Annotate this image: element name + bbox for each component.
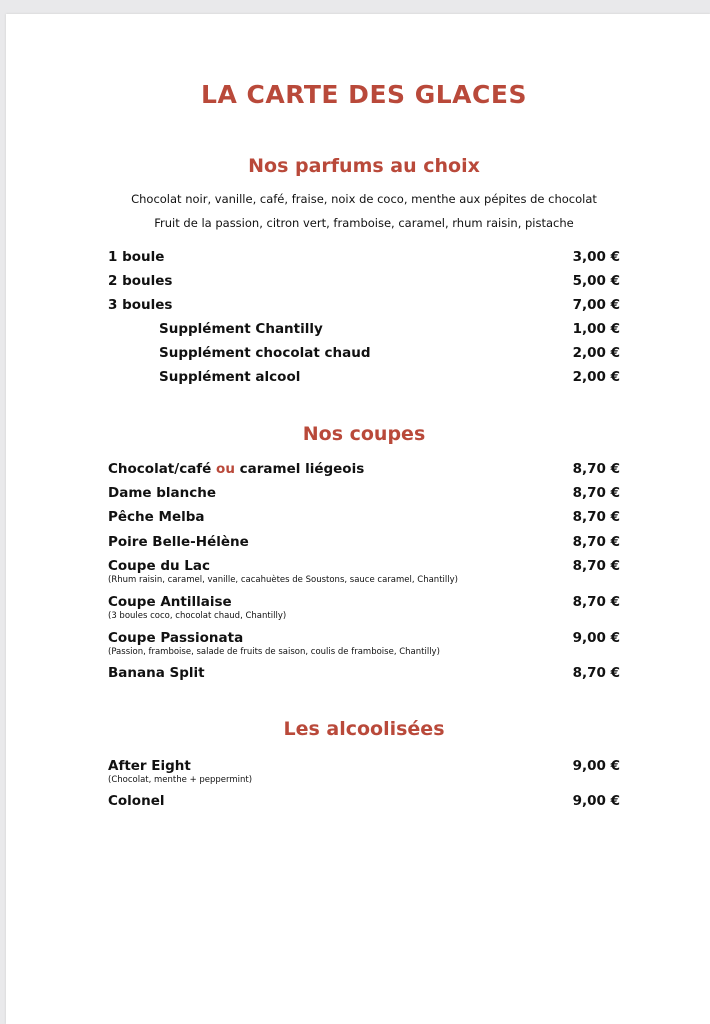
- menu-item: [108, 758, 620, 785]
- flavors-line-2: Fruit de la passion, citron vert, framboise, caramel, rhum raisin, pistache: [154, 216, 574, 230]
- item-name: 3 boules: [108, 297, 173, 313]
- menu-item: [108, 345, 620, 365]
- item-description: (Chocolat, menthe + peppermint): [108, 775, 253, 785]
- item-price: 8,70 €: [572, 509, 620, 525]
- item-price: 1,00 €: [572, 321, 620, 337]
- item-price: 2,00 €: [572, 369, 620, 385]
- item-price: 3,00 €: [572, 249, 620, 265]
- item-name: [108, 461, 364, 477]
- menu-item: [108, 273, 620, 293]
- menu-item: [108, 321, 620, 341]
- or-word: ou: [216, 461, 235, 477]
- item-price: 8,70 €: [572, 558, 620, 574]
- item-description: (Rhum raisin, caramel, vanille, cacahuètes de Soustons, sauce caramel, Chantilly): [108, 575, 458, 585]
- item-name-part: Chocolat/café: [108, 461, 212, 477]
- item-name: After Eight: [108, 758, 191, 774]
- item-name: 1 boule: [108, 249, 165, 265]
- item-name: 2 boules: [108, 273, 173, 289]
- item-description: (3 boules coco, chocolat chaud, Chantilly): [108, 611, 287, 621]
- item-name-part: caramel liégeois: [239, 461, 365, 477]
- section-heading-coupes: Nos coupes: [302, 423, 426, 445]
- menu-item: [108, 509, 620, 529]
- menu-item: [108, 630, 620, 657]
- item-price: 9,00 €: [572, 793, 620, 809]
- item-name: Banana Split: [108, 665, 205, 681]
- item-price: 5,00 €: [572, 273, 620, 289]
- item-name: Supplément Chantilly: [159, 321, 323, 337]
- item-price: 8,70 €: [572, 485, 620, 501]
- item-price: 2,00 €: [572, 345, 620, 361]
- item-name: Coupe Antillaise: [108, 594, 232, 610]
- item-name: Dame blanche: [108, 485, 217, 501]
- item-price: 8,70 €: [572, 461, 620, 477]
- section-heading-alcoolisees: Les alcoolisées: [283, 718, 445, 740]
- item-price: 8,70 €: [572, 665, 620, 681]
- item-name: Poire Belle-Hélène: [108, 534, 249, 550]
- item-name: Coupe du Lac: [108, 558, 211, 574]
- item-price: 8,70 €: [572, 534, 620, 550]
- menu-item: [108, 665, 620, 685]
- menu-item: [108, 485, 620, 505]
- menu-item: [108, 297, 620, 317]
- item-name: Supplément chocolat chaud: [159, 345, 371, 361]
- item-description: (Passion, framboise, salade de fruits de saison, coulis de framboise, Chantilly): [108, 647, 440, 657]
- flavors-line-1: Chocolat noir, vanille, café, fraise, noix de coco, menthe aux pépites de chocolat: [131, 192, 597, 206]
- item-price: 7,00 €: [572, 297, 620, 313]
- menu-item: [108, 793, 620, 813]
- item-name: Pêche Melba: [108, 509, 205, 525]
- item-price: 9,00 €: [572, 758, 620, 774]
- menu-item: [108, 369, 620, 389]
- item-name: Supplément alcool: [159, 369, 301, 385]
- item-price: 9,00 €: [572, 630, 620, 646]
- menu-item: [108, 534, 620, 554]
- item-name: Colonel: [108, 793, 165, 809]
- menu-item: [108, 594, 620, 621]
- page-title: LA CARTE DES GLACES: [201, 80, 527, 109]
- item-name: Coupe Passionata: [108, 630, 244, 646]
- menu-item: [108, 558, 620, 585]
- section-heading-parfums: Nos parfums au choix: [248, 155, 480, 177]
- menu-item: [108, 461, 620, 481]
- item-price: 8,70 €: [572, 594, 620, 610]
- menu-item: [108, 249, 620, 269]
